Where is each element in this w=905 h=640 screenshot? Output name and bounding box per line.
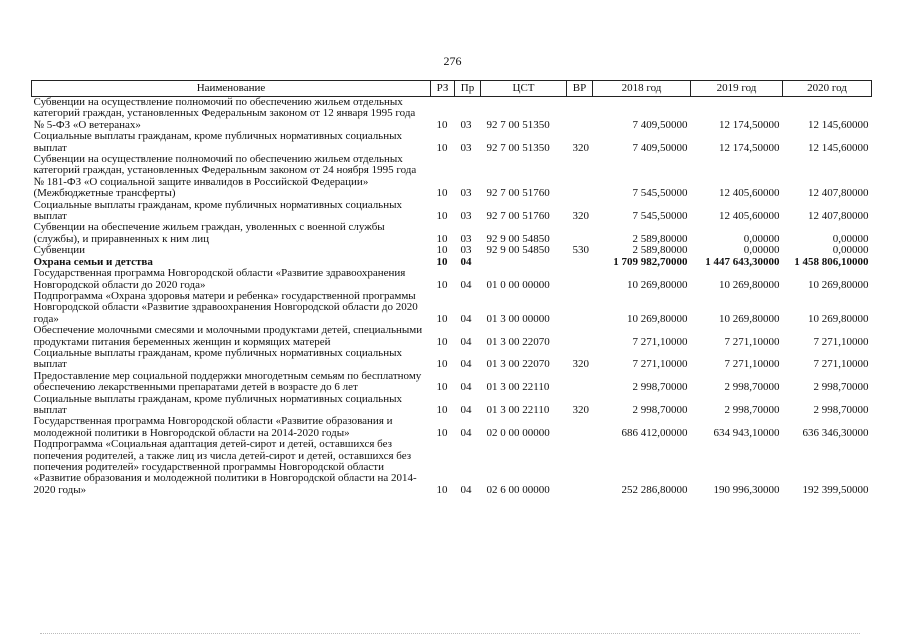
table-row [32, 97, 872, 132]
row-value-2018: 7 409,50000 [632, 141, 688, 154]
row-value-2018: 7 545,50000 [632, 187, 688, 200]
row-pr: 04 [460, 312, 472, 325]
row-name: Государственная программа Новгородской области «Развитие образования и молодежной политики в Новгородской области на 2014-2020 годы» [33, 415, 393, 439]
row-pr: 03 [460, 210, 472, 223]
table-row [32, 416, 872, 439]
row-value-2019: 7 271,10000 [724, 335, 780, 348]
row-pr: 03 [460, 244, 472, 257]
row-rz: 10 [436, 210, 448, 223]
row-rz: 10 [436, 232, 448, 245]
row-pr: 04 [460, 335, 472, 348]
row-name: Субвенции на осуществление полномочий по обеспечению жильем отдельных категорий граждан, установленных Федеральным законом от 12 января 1995 года № 5-ФЗ «О ветеранах» [33, 96, 416, 131]
row-rz: 10 [436, 118, 448, 131]
row-value-2020: 192 399,50000 [802, 483, 869, 496]
row-rz: 10 [436, 255, 448, 268]
row-value-2019: 1 447 643,30000 [705, 255, 780, 268]
row-value-2019: 12 174,50000 [719, 141, 780, 154]
row-pr: 04 [460, 358, 472, 371]
page-bottom-rule [40, 633, 860, 634]
row-value-2019: 190 996,30000 [713, 483, 780, 496]
row-name: Государственная программа Новгородской области «Развитие здравоохранения Новгородской области до 2020 года» [33, 267, 406, 291]
row-vr [567, 416, 593, 439]
row-name: Подпрограмма «Охрана здоровья матери и ребенка» государственной программы Новгородской области «Развитие здравоохранения Новгородской области до 2020 года» [33, 289, 418, 325]
row-rz: 10 [436, 381, 448, 394]
column-header-pr: Пр [455, 81, 481, 97]
row-cst: 92 7 00 51350 [486, 141, 550, 154]
row-vr: 530 [572, 244, 589, 257]
row-cst: 01 3 00 22070 [486, 358, 550, 371]
table-row [32, 131, 872, 154]
table-row [32, 394, 872, 417]
row-value-2019: 0,00000 [743, 244, 780, 257]
row-vr [567, 291, 593, 325]
row-value-2019: 10 269,80000 [719, 312, 780, 325]
page-number: 276 [443, 54, 462, 68]
row-pr: 04 [460, 255, 472, 268]
table-row [32, 268, 872, 291]
row-rz: 10 [436, 141, 448, 154]
row-value-2019: 10 269,80000 [719, 278, 780, 291]
row-rz: 10 [436, 426, 448, 439]
row-vr [567, 325, 593, 348]
row-value-2018: 7 271,10000 [632, 335, 688, 348]
row-cst: 01 0 00 00000 [486, 278, 550, 291]
row-name: Подпрограмма «Социальная адаптация детей-сирот и детей, оставшихся без попечения родителей, а также лиц из числа детей-сирот и детей, оставшихся без попечения родителей» государственной программы Новгородской области «Развитие образования и молодежной политики в Новгородской области на 2014-2020 годы» [33, 438, 417, 496]
row-pr: 03 [460, 141, 472, 154]
table-row [32, 371, 872, 394]
row-value-2019: 12 405,60000 [719, 187, 780, 200]
row-cst: 01 3 00 22110 [486, 381, 550, 394]
row-vr [567, 439, 593, 496]
row-vr: 320 [572, 358, 589, 371]
row-pr: 03 [460, 232, 472, 245]
row-value-2020: 10 269,80000 [808, 312, 869, 325]
column-header-rz: РЗ [431, 81, 455, 97]
row-name: Субвенции на осуществление полномочий по обеспечению жильем отдельных категорий граждан, установленных Федеральным законом от 24 ноября 1995 года № 181-ФЗ «О социальной защите инвалидов в Российской Федерации» (Межбюджетные трансферты) [33, 153, 417, 200]
column-header-cst: ЦСТ [481, 81, 567, 97]
row-value-2020: 12 407,80000 [808, 187, 869, 200]
row-value-2020: 0,00000 [832, 244, 869, 257]
row-rz: 10 [436, 483, 448, 496]
row-cst: 01 3 00 00000 [486, 312, 550, 325]
row-cst: 02 0 00 00000 [486, 426, 550, 439]
row-value-2018: 7 271,10000 [632, 358, 688, 371]
row-rz: 10 [436, 278, 448, 291]
table-row [32, 245, 872, 256]
row-value-2020: 1 458 806,10000 [794, 255, 869, 268]
row-value-2019: 12 405,60000 [719, 210, 780, 223]
row-value-2018: 252 286,80000 [621, 483, 688, 496]
row-cst: 92 9 00 54850 [486, 232, 550, 245]
row-cst [481, 257, 567, 268]
row-rz: 10 [436, 312, 448, 325]
table-row [32, 348, 872, 371]
table-row [32, 325, 872, 348]
row-value-2019: 12 174,50000 [719, 118, 780, 131]
column-header-name: Наименование [32, 81, 431, 97]
row-name: Социальные выплаты гражданам, кроме публичных нормативных социальных выплат [33, 198, 402, 223]
row-cst: 92 7 00 51760 [486, 187, 550, 200]
row-rz: 10 [436, 358, 448, 371]
row-vr [567, 222, 593, 245]
row-value-2020: 12 145,60000 [808, 141, 869, 154]
row-value-2018: 10 269,80000 [627, 312, 688, 325]
row-value-2019: 634 943,10000 [713, 426, 780, 439]
row-value-2018: 2 589,80000 [632, 232, 688, 245]
row-rz: 10 [436, 244, 448, 257]
row-value-2018: 10 269,80000 [627, 278, 688, 291]
row-name: Субвенции на обеспечение жильем граждан, уволенных с военной службы (службы), и приравненных к ним лиц [33, 221, 385, 245]
row-value-2020: 2 998,70000 [813, 403, 869, 416]
row-vr [567, 268, 593, 291]
table-row [32, 291, 872, 325]
row-value-2020: 12 407,80000 [808, 210, 869, 223]
row-name: Социальные выплаты гражданам, кроме публичных нормативных социальных выплат [33, 130, 402, 154]
table-row [32, 222, 872, 245]
row-vr [567, 371, 593, 394]
row-cst: 92 7 00 51760 [486, 210, 550, 223]
row-name: Обеспечение молочными смесями и молочными продуктами детей, специальными продуктами питания беременных женщин и кормящих матерей [33, 324, 423, 348]
row-value-2018: 2 998,70000 [632, 381, 688, 394]
row-rz: 10 [436, 335, 448, 348]
row-cst: 01 3 00 22070 [486, 335, 550, 348]
table-row [32, 200, 872, 223]
table-body [32, 97, 872, 497]
row-value-2018: 2 589,80000 [632, 244, 688, 257]
row-value-2018: 2 998,70000 [632, 403, 688, 416]
row-vr: 320 [572, 403, 589, 416]
row-pr: 04 [460, 483, 472, 496]
row-value-2020: 7 271,10000 [813, 358, 869, 371]
budget-table [31, 80, 872, 496]
row-value-2018: 1 709 982,70000 [613, 255, 688, 268]
row-value-2019: 2 998,70000 [724, 403, 780, 416]
row-pr: 04 [460, 403, 472, 416]
row-value-2019: 0,00000 [743, 232, 780, 245]
row-value-2020: 10 269,80000 [808, 278, 869, 291]
row-name: Предоставление мер социальной поддержки многодетным семьям по бесплатному обеспечению лекарственными препаратами детей в возрасте до 6 лет [33, 369, 422, 394]
row-pr: 04 [460, 381, 472, 394]
row-value-2019: 2 998,70000 [724, 381, 780, 394]
column-header-2020: 2020 год [783, 81, 872, 97]
row-name: Субвенции [33, 244, 86, 257]
column-header-vr: ВР [567, 81, 593, 97]
row-cst: 92 7 00 51350 [486, 118, 550, 131]
row-value-2019: 7 271,10000 [724, 358, 780, 371]
row-vr [567, 257, 593, 268]
table-header [32, 81, 872, 97]
row-cst: 92 9 00 54850 [486, 244, 550, 257]
row-value-2020: 0,00000 [832, 232, 869, 245]
row-pr: 03 [460, 118, 472, 131]
row-name: Охрана семьи и детства [33, 255, 153, 268]
row-value-2018: 7 409,50000 [632, 118, 688, 131]
row-name: Социальные выплаты гражданам, кроме публичных нормативных социальных выплат [33, 392, 402, 416]
row-vr [567, 154, 593, 200]
row-value-2018: 7 545,50000 [632, 210, 688, 223]
column-header-2019: 2019 год [691, 81, 783, 97]
table-row [32, 439, 872, 496]
column-header-2018: 2018 год [593, 81, 691, 97]
row-value-2020: 12 145,60000 [808, 118, 869, 131]
row-cst: 01 3 00 22110 [486, 403, 550, 416]
row-pr: 04 [460, 278, 472, 291]
row-value-2018: 686 412,00000 [621, 426, 688, 439]
row-vr: 320 [572, 210, 589, 223]
row-name: Социальные выплаты гражданам, кроме публичных нормативных социальных выплат [33, 346, 402, 371]
row-value-2020: 636 346,30000 [802, 426, 869, 439]
row-value-2020: 2 998,70000 [813, 381, 869, 394]
row-vr [567, 97, 593, 132]
row-rz: 10 [436, 403, 448, 416]
row-vr: 320 [572, 141, 589, 154]
row-pr: 04 [460, 426, 472, 439]
row-value-2020: 7 271,10000 [813, 335, 869, 348]
row-pr: 03 [460, 187, 472, 200]
table-row [32, 154, 872, 200]
row-rz: 10 [436, 187, 448, 200]
row-cst: 02 6 00 00000 [486, 483, 550, 496]
